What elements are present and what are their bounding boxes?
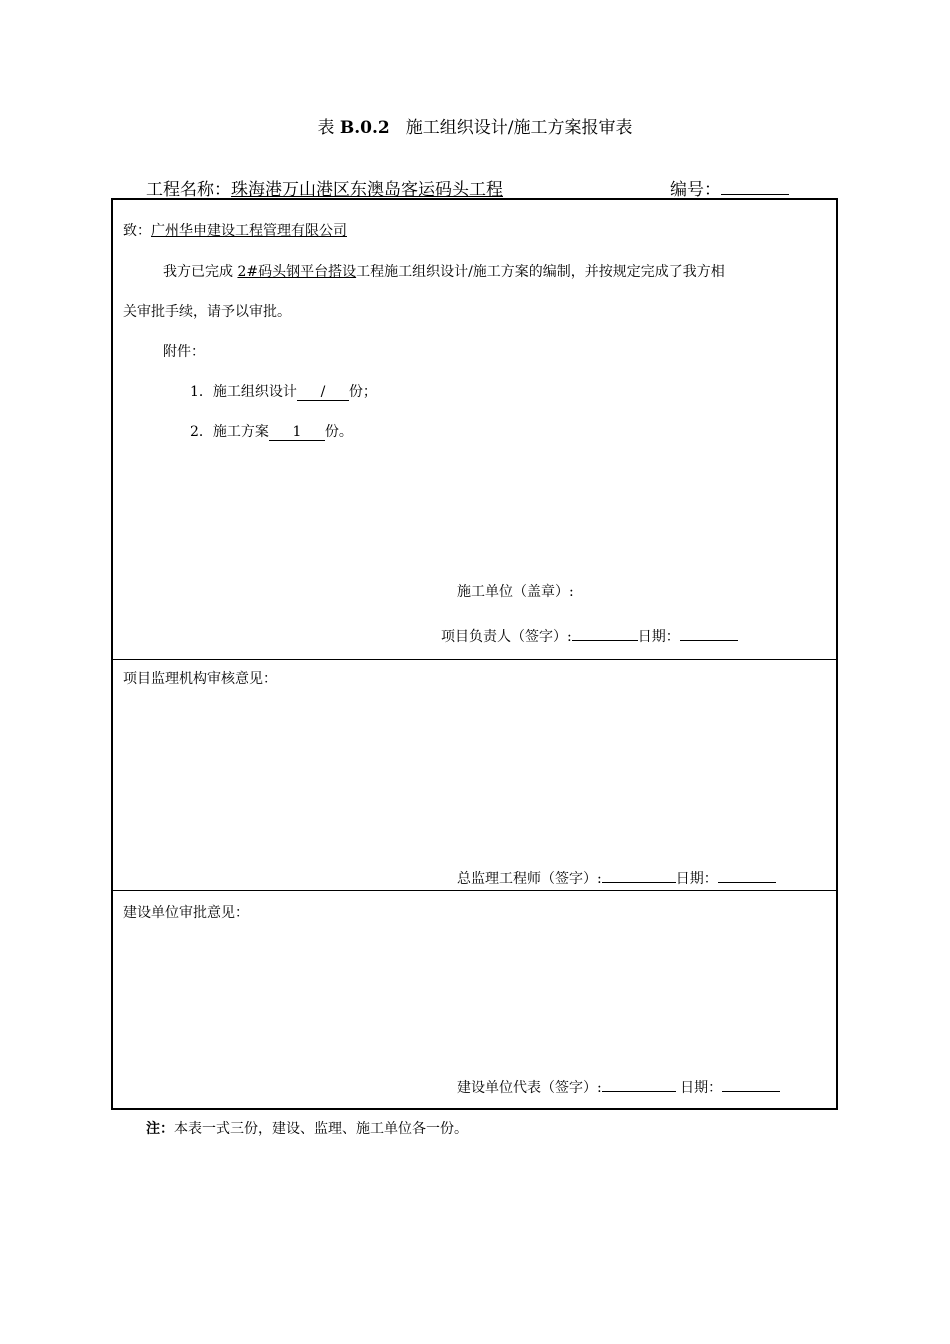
project-label: 工程名称： <box>146 180 231 200</box>
owner-section-title: 建设单位审批意见： <box>123 905 249 921</box>
supervisor-section-title: 项目监理机构审核意见： <box>123 671 277 687</box>
body-pre: 我方已完成 <box>163 264 233 280</box>
body-line-2: 关审批手续，请予以审批。 <box>123 304 291 320</box>
number-row <box>670 175 789 200</box>
supervisor-sign-row <box>457 866 776 888</box>
project-name-row <box>146 175 503 200</box>
note-text: 本表一式三份，建设、监理、施工单位各一份。 <box>174 1121 468 1137</box>
note-label: 注： <box>146 1121 174 1137</box>
contractor-seal-label: 施工单位（盖章）: <box>457 584 574 600</box>
to-label: 致： <box>123 223 151 239</box>
owner-sign-label: 建设单位代表（签字）: <box>457 1080 602 1096</box>
attachment-item-2 <box>190 421 353 441</box>
owner-sign-row <box>457 1075 780 1097</box>
supervisor-sign-label: 总监理工程师（签字）: <box>457 871 602 887</box>
supervisor-date-field[interactable] <box>718 866 776 883</box>
attachment-label: 附件： <box>163 344 205 360</box>
to-company: 广州华申建设工程管理有限公司 <box>151 223 347 239</box>
body-project: 2#码头钢平台搭设 <box>237 264 357 280</box>
contractor-date-field[interactable] <box>680 624 738 641</box>
contractor-date-label: 日期： <box>637 629 680 645</box>
contractor-sign-field[interactable] <box>572 624 638 641</box>
supervisor-date-label: 日期： <box>675 871 718 887</box>
owner-date-label: 日期： <box>675 1080 723 1096</box>
number-label: 编号： <box>670 180 721 200</box>
owner-sign-field[interactable] <box>602 1075 676 1092</box>
contractor-sign-row <box>441 624 738 646</box>
attachment-item-1 <box>190 381 377 401</box>
contractor-sign-label: 项目负责人（签字）: <box>441 629 572 645</box>
divider-1 <box>111 659 838 660</box>
attachment-1-count[interactable]: / <box>297 384 349 401</box>
body-line-1 <box>163 261 725 281</box>
attachment-2-count[interactable]: 1 <box>269 424 325 441</box>
title-text: 施工组织设计/施工方案报审表 <box>405 118 633 138</box>
project-name: 珠海港万山港区东澳岛客运码头工程 <box>231 180 503 200</box>
title-prefix: 表 <box>317 118 340 138</box>
supervisor-sign-field[interactable] <box>602 866 676 883</box>
owner-date-field[interactable] <box>722 1075 780 1092</box>
footnote <box>146 1118 468 1138</box>
attachment-1-label: 1．施工组织设计 <box>190 384 297 400</box>
form-table <box>111 198 838 1110</box>
form-title <box>0 113 950 138</box>
divider-2 <box>111 890 838 891</box>
number-field[interactable] <box>721 178 789 195</box>
attachment-2-unit: 份。 <box>324 424 353 440</box>
title-code: B.0.2 <box>339 118 390 138</box>
attachment-2-label: 2．施工方案 <box>190 424 269 440</box>
body-post: 工程施工组织设计/施工方案的编制，并按规定完成了我方相 <box>356 264 725 280</box>
addressee-row <box>123 220 347 240</box>
attachment-1-unit: 份； <box>348 384 377 400</box>
